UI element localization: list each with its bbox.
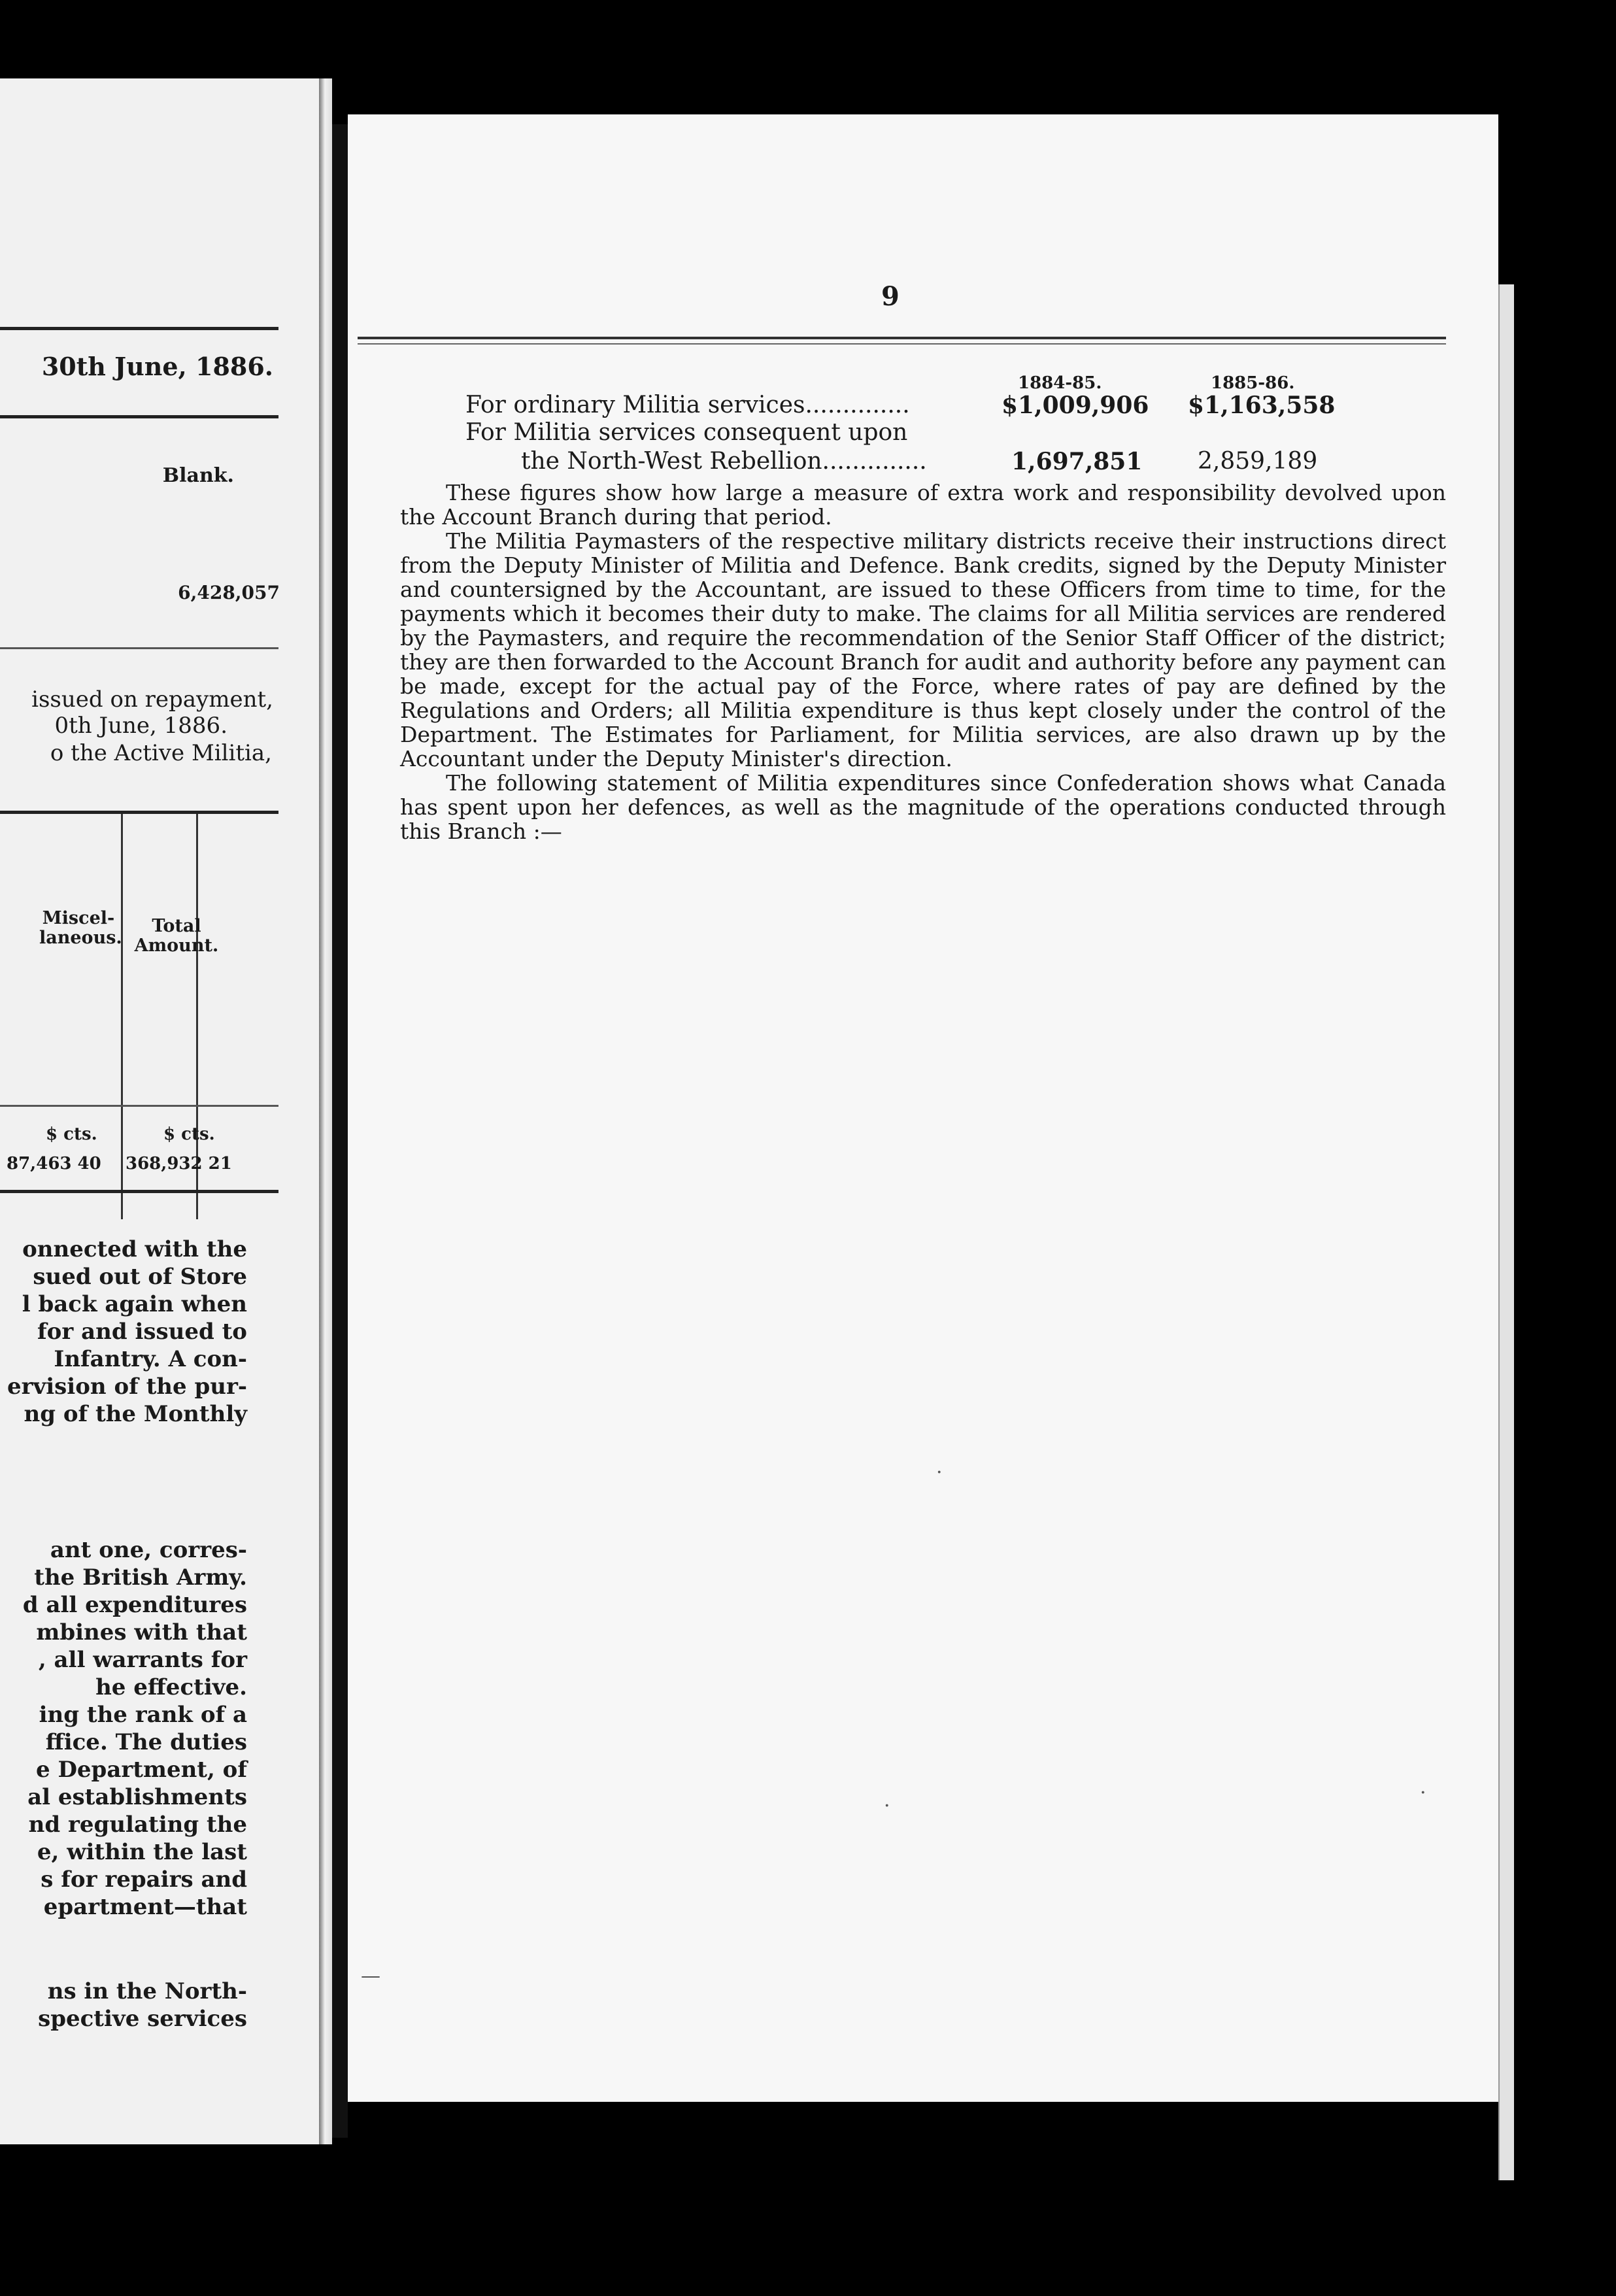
row2-label: For Militia services consequent upon: [465, 419, 908, 446]
misc-unit: $ cts.: [46, 1124, 97, 1144]
row1-value-1884: $1,009,906: [1002, 392, 1149, 419]
left-line: mbines with that: [36, 1619, 247, 1646]
body-text: [400, 481, 1446, 843]
left-line: nd regulating the: [28, 1812, 247, 1838]
left-issued-line: o the Active Militia,: [50, 740, 272, 766]
speck: —: [361, 1965, 380, 1987]
left-issued-line: 0th June, 1886.: [54, 713, 227, 739]
left-issued-line: issued on repayment,: [31, 686, 273, 713]
left-line: sued out of Store: [33, 1264, 247, 1290]
left-header-rule: [0, 327, 278, 330]
paragraph: These figures show how large a measure of extra work and responsibility devolved upon the Account Branch during that period.: [400, 480, 1446, 530]
left-line: ng of the Monthly: [24, 1401, 247, 1427]
misc-header: Miscel- laneous.: [39, 908, 122, 948]
speck: ·: [884, 1795, 890, 1817]
col2-year: 1885-86.: [1211, 373, 1295, 393]
left-table-vline: [121, 814, 123, 1219]
left-para1: [7, 1236, 247, 1428]
left-line: he effective.: [95, 1674, 247, 1700]
page-number: 9: [881, 281, 900, 312]
left-para2: [23, 1536, 247, 1921]
left-line: , all warrants for: [38, 1647, 247, 1673]
left-blank-label: Blank.: [162, 464, 234, 487]
left-line: ing the rank of a: [39, 1702, 247, 1728]
page-edge: [1498, 284, 1514, 2180]
left-page-spine: [319, 78, 332, 2144]
speck: ·: [1420, 1781, 1426, 1804]
left-line: ffice. The duties: [45, 1729, 247, 1755]
header-rule: [358, 343, 1446, 345]
left-line: d all expenditures: [22, 1592, 247, 1618]
total-value: 368,932 21: [126, 1154, 232, 1173]
left-line: onnected with the: [22, 1236, 247, 1262]
total-header: Total Amount.: [134, 916, 219, 956]
left-line: l back again when: [22, 1291, 247, 1317]
right-page: [348, 114, 1498, 2102]
left-table-rule: [0, 811, 278, 814]
left-line: spective services: [38, 2006, 247, 2032]
speck: ·: [936, 1461, 943, 1484]
left-line: e, within the last: [37, 1839, 247, 1865]
left-line: for and issued to: [37, 1319, 247, 1345]
left-para3: [38, 1978, 247, 2033]
total-unit: $ cts.: [163, 1124, 215, 1144]
left-line: ns in the North-: [47, 1978, 247, 2004]
header-rule: [358, 337, 1446, 339]
left-rule: [0, 647, 278, 649]
left-line: ant one, corres-: [50, 1537, 247, 1563]
left-table-rule: [0, 1190, 278, 1193]
left-rule: [0, 415, 278, 418]
paragraph: The Militia Paymasters of the respective military districts receive their instructions direct from the Deputy Minister of Militia and Defence. Bank credits, signed by the Deputy Minister and countersigned by the Accountant, are issued to these Officers from time to time, for the payments which it becomes their duty to make. The claims for all Militia services are rendered by the Paymasters, and require the recommendation of the Senior Staff Officer of the district; they are then forwarded to the Account Branch for audit and authority before any payment can be made, except for the actual pay of the Force, where rates of pay are defined by the Regulations and Orders; all Militia expenditure is thus kept closely under the control of the Department. The Estimates for Parliament, for Militia services, are also drawn up by the Accountant under the Deputy Minister's direction.: [400, 528, 1446, 771]
left-line: s for repairs and: [41, 1866, 247, 1893]
row1-label: For ordinary Militia services..............: [465, 392, 910, 418]
row2-value-1884: 1,697,851: [1011, 448, 1143, 475]
row1-value-1885: $1,163,558: [1188, 392, 1336, 419]
left-page: [0, 78, 319, 2144]
left-line: e Department, of: [35, 1757, 247, 1783]
left-total-figure: 6,428,057: [178, 582, 280, 603]
paragraph: The following statement of Militia expenditures since Confederation shows what Canada has spent upon her defences, as well as the magnitude of the operations conducted through this Branch :—: [400, 770, 1446, 844]
left-table-rule: [0, 1105, 278, 1107]
left-line: ervision of the pur-: [7, 1374, 247, 1400]
col1-year: 1884-85.: [1018, 373, 1102, 393]
left-line: the British Army.: [34, 1564, 247, 1591]
misc-value: 87,463 40: [7, 1154, 101, 1173]
left-heading-fragment: 30th June, 1886.: [41, 352, 273, 381]
row2-label: the North-West Rebellion..............: [521, 448, 927, 475]
left-line: epartment—that: [43, 1894, 247, 1920]
left-line: al establishments: [27, 1784, 247, 1810]
gutter-band: [332, 124, 348, 2138]
left-line: Infantry. A con-: [54, 1346, 247, 1372]
row2-value-1885: 2,859,189: [1198, 448, 1318, 475]
